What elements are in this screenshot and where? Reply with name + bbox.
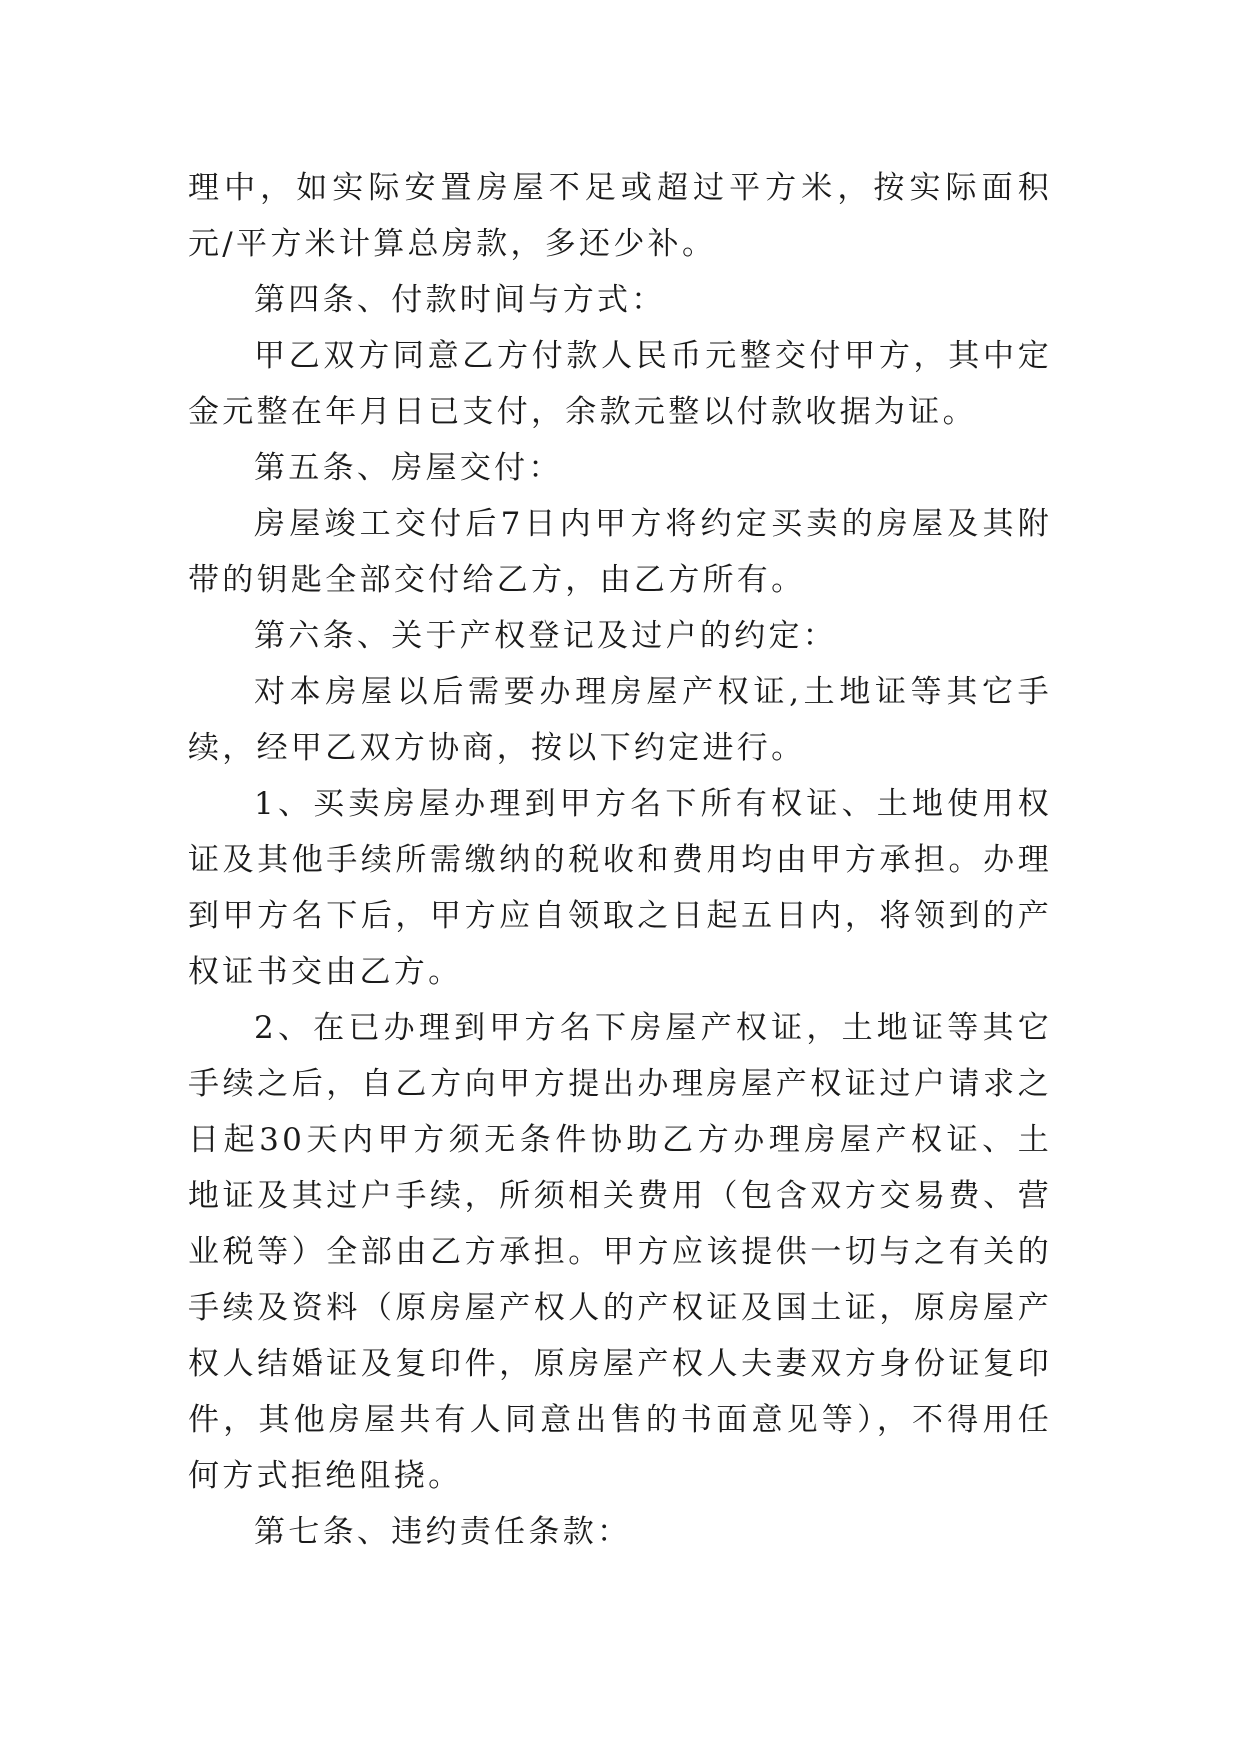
article-7-heading: 第七条、违约责任条款： <box>254 1514 632 1550</box>
article-6-item-2: 2、在已办理到甲方名下房屋产权证，土地证等其它手续之后，自乙方向甲方提出办理房屋产权证过户请求之日起30天内甲方须无条件协助乙方办理房屋产权证、土地证及其过户手续，所须相关费用（包含双方交易费、营业税等）全部由乙方承担。甲方应该提供一切与之有关的手续及资料（原房屋产权人的产权证及国土证，原房屋产权人结婚证及复印件，原房屋产权人夫妻双方身份证复印件，其他房屋共有人同意出售的书面意见等），不得用任何方式拒绝阻挠。 <box>188 1010 1052 1494</box>
article-4-body: 甲乙双方同意乙方付款人民币元整交付甲方，其中定金元整在年月日已支付，余款元整以付款收据为证。 <box>188 338 1052 430</box>
article-5-heading: 第五条、房屋交付： <box>254 450 563 486</box>
paragraph-continuation: 理中，如实际安置房屋不足或超过平方米，按实际面积元/平方米计算总房款，多还少补。 <box>188 170 1052 262</box>
article-6-intro: 对本房屋以后需要办理房屋产权证,土地证等其它手续，经甲乙双方协商，按以下约定进行。 <box>188 674 1052 766</box>
article-6-heading: 第六条、关于产权登记及过户的约定： <box>254 618 838 654</box>
article-5-body: 房屋竣工交付后7日内甲方将约定买卖的房屋及其附带的钥匙全部交付给乙方，由乙方所有。 <box>188 506 1052 598</box>
article-4-heading: 第四条、付款时间与方式： <box>254 282 666 318</box>
document-body <box>188 160 1052 1560</box>
article-6-item-1: 1、买卖房屋办理到甲方名下所有权证、土地使用权证及其他手续所需缴纳的税收和费用均由甲方承担。办理到甲方名下后，甲方应自领取之日起五日内，将领到的产权证书交由乙方。 <box>188 786 1052 990</box>
